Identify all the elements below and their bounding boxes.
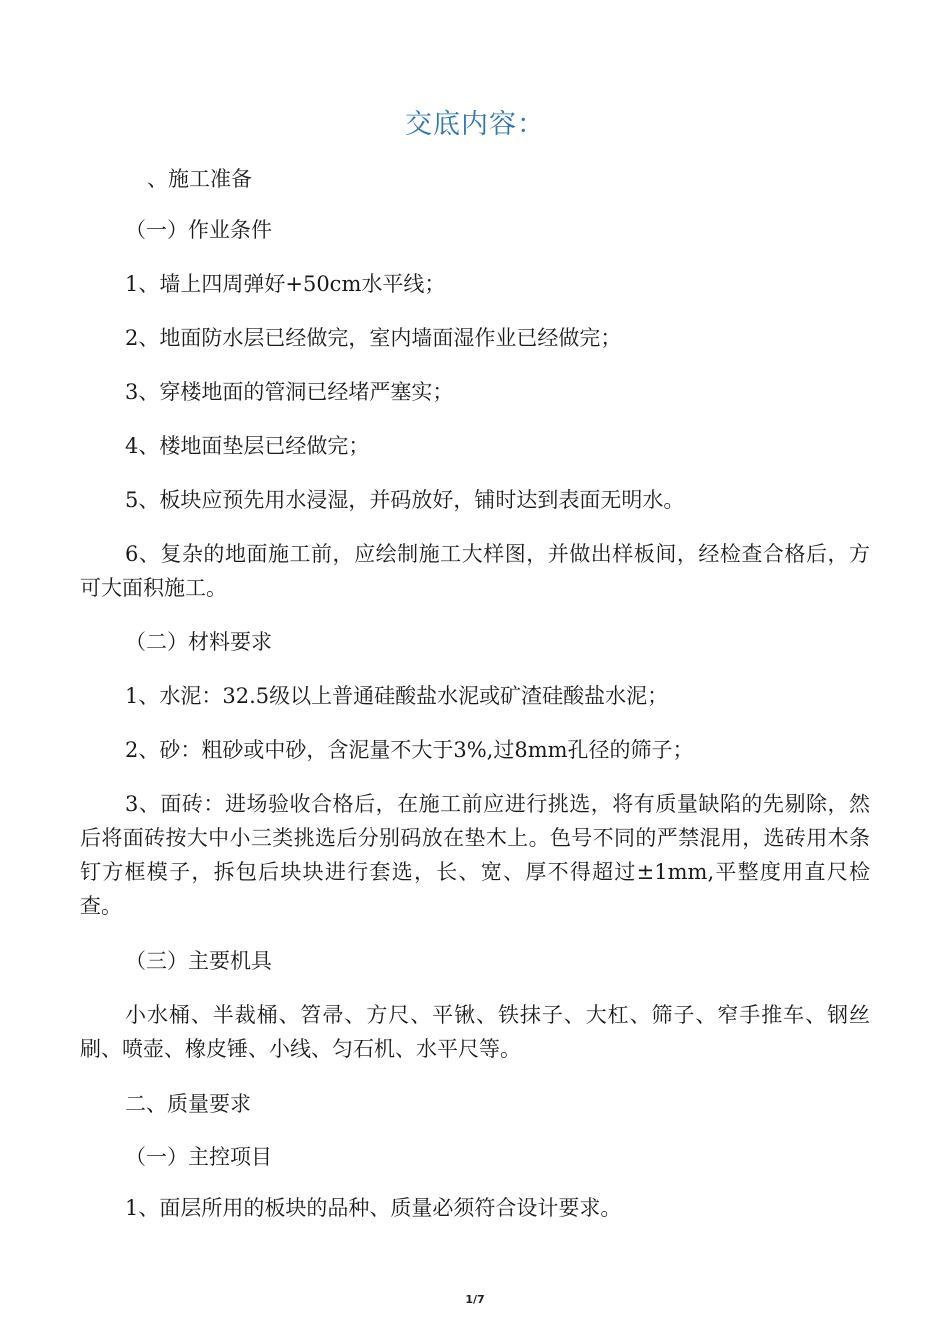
section-heading-quality: 二、质量要求	[125, 1092, 251, 1116]
page-title: 交底内容：	[405, 109, 545, 140]
condition-item: 3、穿楼地面的管洞已经堵严塞实；	[125, 380, 454, 404]
material-item: 2、砂：粗砂或中砂，含泥量不大于3%,过8mm孔径的筛子；	[125, 738, 694, 762]
page-number: 1/7	[465, 1293, 485, 1306]
condition-item: 1、墙上四周弹好+50cm水平线；	[125, 272, 446, 296]
subheading-tools: （三）主要机具	[125, 949, 272, 973]
control-item: 1、面层所用的板块的品种、质量必须符合设计要求。	[125, 1196, 622, 1220]
subheading-materials: （二）材料要求	[125, 630, 272, 654]
condition-item: 5、板块应预先用水浸湿，并码放好，铺时达到表面无明水。	[125, 488, 685, 512]
section-heading-preparation: 、施工准备	[147, 167, 252, 191]
material-item: 1、水泥：32.5级以上普通硅酸盐水泥或矿渣硅酸盐水泥；	[125, 684, 669, 708]
condition-item: 6、复杂的地面施工前，应绘制施工大样图，并做出样板间，经检查合格后，方可大面积施工。	[80, 542, 870, 600]
tools-list: 小水桶、半裁桶、笤帚、方尺、平锹、铁抹子、大杠、筛子、窄手推车、钢丝刷、喷壶、橡皮锤、小线、匀石机、水平尺等。	[80, 1003, 870, 1061]
subheading-work-conditions: （一）作业条件	[125, 218, 272, 242]
condition-item: 2、地面防水层已经做完，室内墙面湿作业已经做完；	[125, 326, 622, 350]
condition-item: 4、楼地面垫层已经做完；	[125, 434, 370, 458]
material-item: 3、面砖：进场验收合格后，在施工前应进行挑选，将有质量缺陷的先剔除，然后将面砖按大中小三类挑选后分别码放在垫木上。色号不同的严禁混用，选砖用木条钉方框模子，拆包后块块进行套选，长、宽、厚不得超过±1mm,平整度用直尺检查。	[80, 792, 870, 918]
subheading-control-items: （一）主控项目	[125, 1145, 272, 1169]
